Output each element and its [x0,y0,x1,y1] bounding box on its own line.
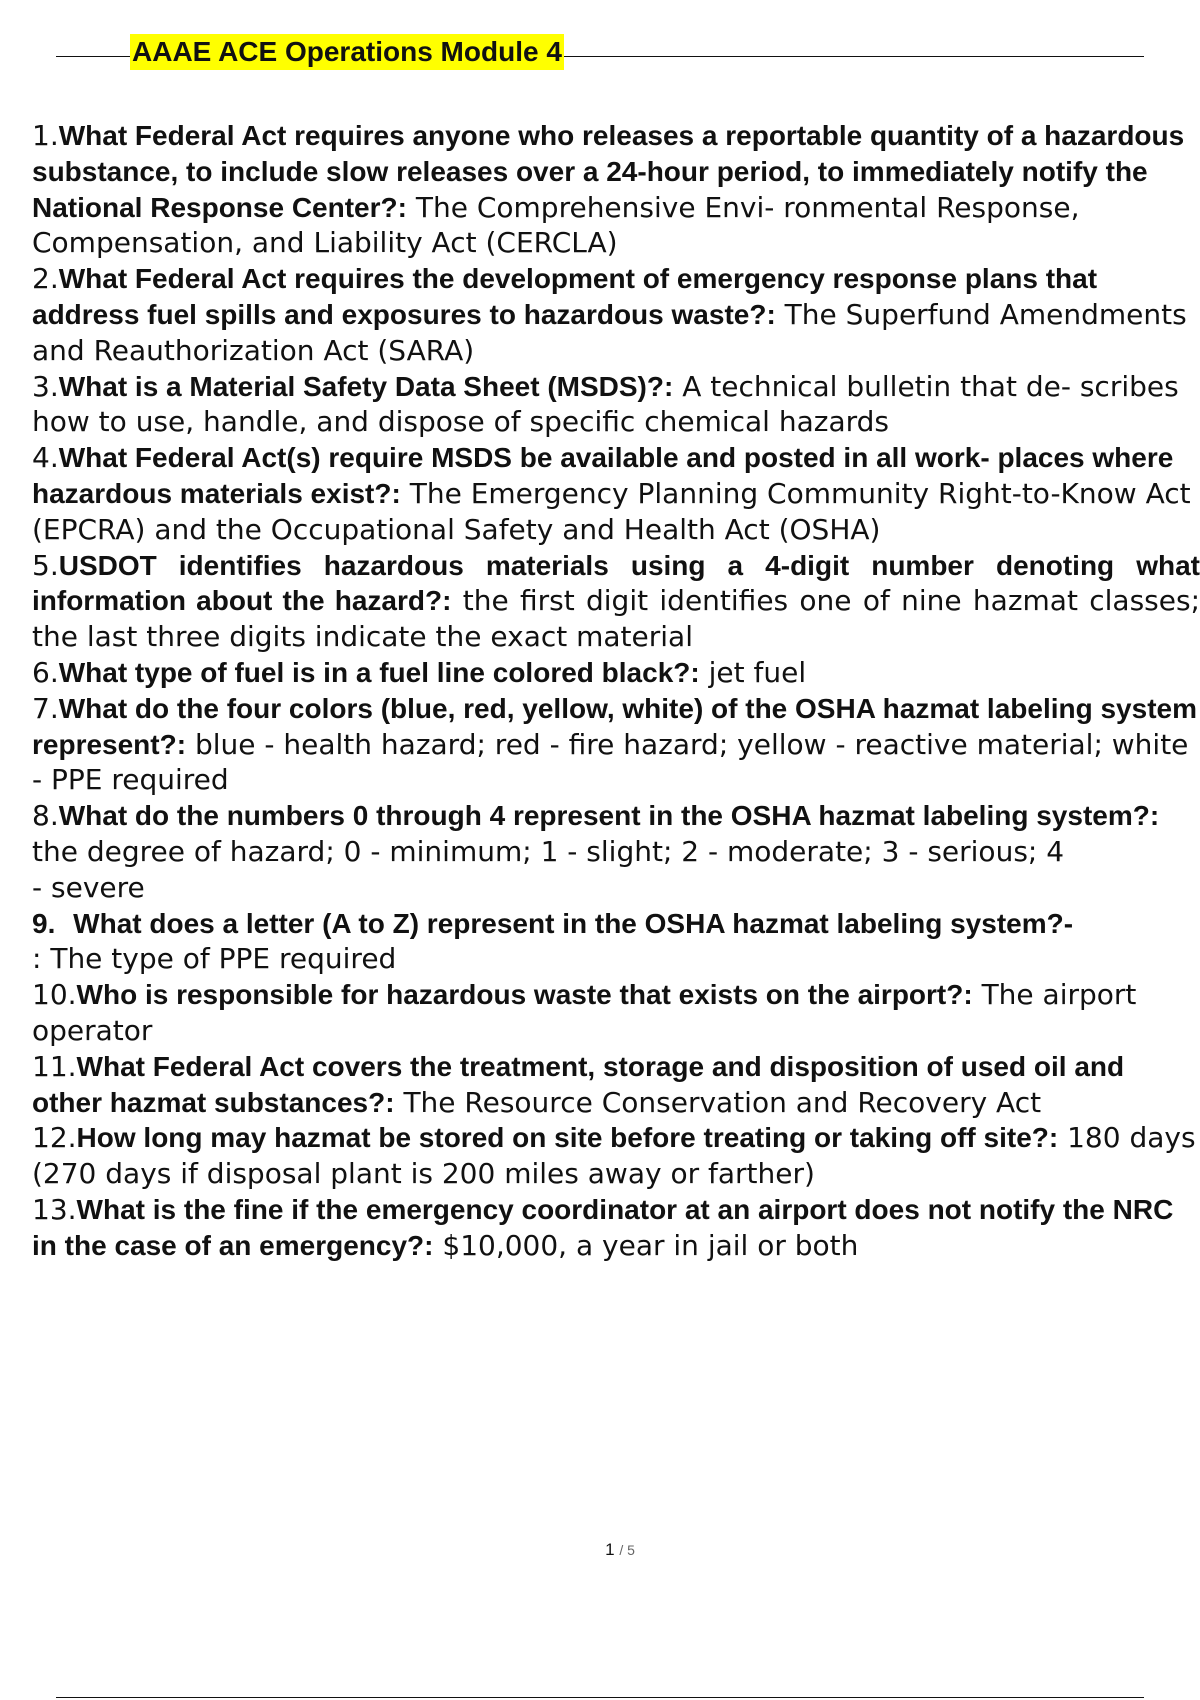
answer-text: : The type of PPE required [32,942,397,976]
qa-item-7 [32,691,1200,798]
question-text: What Federal Act(s) require MSDS be available and posted in all work- places where hazardous materials exist?: [32,442,1174,509]
question-text: What Federal Act requires the development of emergency response plans that address fuel spills and exposures to hazardous waste?: [32,263,1098,330]
question-text: What do the numbers 0 through 4 represent in the OSHA hazmat labeling system?: [58,800,1160,832]
answer-text: the degree of hazard; 0 - minimum; 1 - slight; 2 - moderate; 3 - serious; 4 [32,834,1065,868]
question-list [32,118,1200,1264]
document-title: AAAE ACE Operations Module 4 [130,34,564,70]
answer-text: $10,000, a year in jail or both [442,1228,859,1262]
question-text: How long may hazmat be stored on site before treating or taking off site?: [76,1122,1059,1154]
qa-item-11 [32,1049,1200,1121]
qa-item-12 [32,1120,1200,1192]
item-number: 13. [32,1192,77,1226]
qa-item-5 [32,548,1200,655]
item-number: 11. [32,1049,77,1083]
answer-text: The Superfund Amendments and Reauthorization Act (SARA) [32,297,1187,367]
item-number: 4. [32,441,59,475]
answer-text: blue - health hazard; red - fire hazard; yellow - reactive material; white - PPE required [32,727,1189,797]
question-text: What type of fuel is in a fuel line colored black?: [58,656,700,688]
qa-item-13 [32,1192,1200,1264]
question-text: What Federal Act requires anyone who releases a reportable quantity of a hazardous substance, to include slow releases over a 24-hour period, to immediately notify the National Response Center?: [32,120,1185,223]
question-text: Who is responsible for hazardous waste that exists on the airport?: [76,979,973,1011]
answer-text: The airport operator [32,978,1137,1047]
footer-rule [56,1697,1144,1698]
answer-text: the first digit identifies one of nine hazmat classes; the last three digits indicate the exact material [32,584,1200,654]
answer-text: A technical bulletin that de- scribes how to use, handle, and dispose of specific chemical hazards [32,369,1179,439]
question-text: What Federal Act covers the treatment, storage and disposition of used oil and other hazmat substances?: [32,1050,1125,1118]
item-number: 12. [32,1121,77,1155]
qa-item-8 [32,798,1200,905]
answer-text: The Emergency Planning Community Right-to-Know Act (EPCRA) and the Occupational Safety and Health Act (OSHA) [32,476,1191,546]
page-indicator [0,1540,1200,1560]
qa-item-10 [32,977,1200,1049]
qa-item-3 [32,369,1200,441]
document-header [56,32,1144,72]
item-number: 7. [32,691,59,725]
qa-item-1 [32,118,1200,261]
item-number: 1. [32,119,59,152]
question-text: What is the fine if the emergency coordinator at an airport does not notify the NRC in the case of an emergency?: [32,1193,1174,1261]
qa-item-6 [32,655,1200,691]
answer-text: The Resource Conservation and Recovery Act [403,1085,1042,1119]
answer-continuation: - severe [32,870,145,904]
current-page: 1 [605,1540,615,1559]
question-text: USDOT identifies hazardous materials using a 4-digit number denoting what information about the hazard?: [32,549,1200,617]
item-number: 6. [32,655,59,689]
answer-text: jet fuel [708,655,807,689]
item-number: 8. [32,799,59,833]
item-number: 10. [32,978,77,1012]
item-number: 9. [32,907,56,939]
answer-text: 180 days (270 days if disposal plant is 200 miles away or farther) [32,1121,1196,1191]
item-number: 3. [32,369,59,403]
question-text: What is a Material Safety Data Sheet (MSDS)?: [58,370,674,402]
item-number: 2. [32,262,59,296]
item-number: 5. [32,548,59,582]
qa-item-4 [32,440,1200,547]
total-pages: / 5 [619,1542,635,1558]
qa-item-9 [32,906,1200,978]
qa-item-2 [32,261,1200,368]
question-text: What does a letter (A to Z) represent in the OSHA hazmat labeling system?- [73,907,1074,939]
question-text: What do the four colors (blue, red, yellow, white) of the OSHA hazmat labeling system represent?: [32,692,1197,760]
answer-text: The Comprehensive Envi- ronmental Response, Compensation, and Liability Act (CERCLA) [32,190,1080,260]
